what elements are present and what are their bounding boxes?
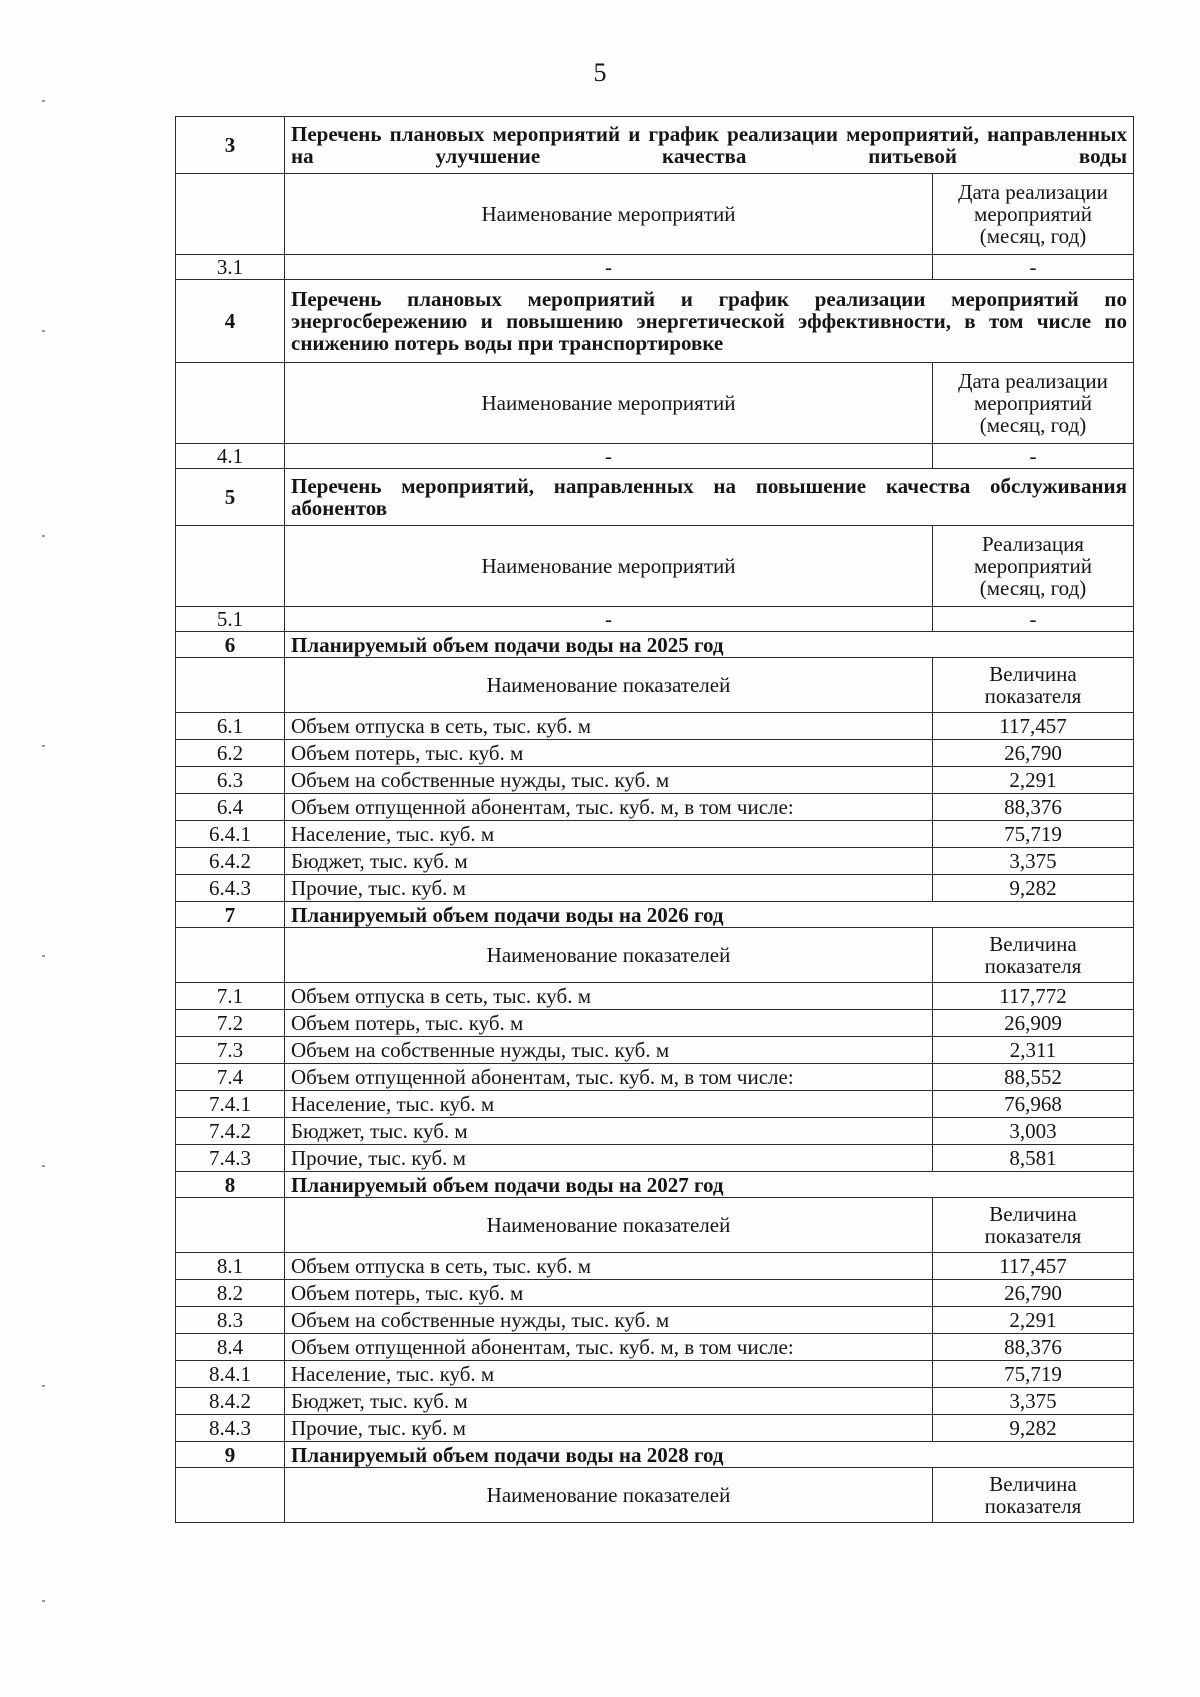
row-number: 6.4.2 [176,848,285,875]
row-name: Объем отпущенной абонентам, тыс. куб. м, в том числе: [285,1064,933,1091]
table-row [176,1307,1134,1334]
section-title: Перечень плановых мероприятий и график реализации мероприятий по энергосбережению и повышению энергетической эффективности, в том числе по снижению потерь воды при транспортировке [285,280,1134,363]
scan-margin-mark [42,1600,45,1602]
scan-margin-mark [42,955,45,957]
row-number: 5.1 [176,607,285,632]
column-header-row [176,1468,1134,1523]
scan-margin-mark [42,745,45,747]
section-row-8 [176,1172,1134,1198]
table-row [176,444,1134,469]
row-name: Объем на собственные нужды, тыс. куб. м [285,1037,933,1064]
table-row [176,983,1134,1010]
section-title: Перечень мероприятий, направленных на повышение качества обслуживания абонентов [285,469,1134,526]
row-value: - [933,607,1134,632]
scan-margin-mark [42,330,45,332]
header-name: Наименование мероприятий [285,363,933,444]
table-row [176,1010,1134,1037]
row-name: - [285,607,933,632]
row-value: 2,291 [933,767,1134,794]
row-value: 9,282 [933,1415,1134,1442]
scan-margin-mark [42,1385,45,1387]
header-empty-cell [176,658,285,713]
section-row-6 [176,632,1134,658]
row-value: 117,457 [933,713,1134,740]
header-name: Наименование показателей [285,928,933,983]
section-title: Планируемый объем подачи воды на 2026 год [285,902,1134,928]
section-row-9 [176,1442,1134,1468]
header-value: Величина показателя [933,1468,1134,1523]
row-name: Объем отпущенной абонентам, тыс. куб. м, в том числе: [285,794,933,821]
table-row [176,875,1134,902]
row-name: Население, тыс. куб. м [285,1091,933,1118]
scan-margin-mark [42,100,45,102]
row-number: 8.4.1 [176,1361,285,1388]
row-number: 6.3 [176,767,285,794]
section-number: 4 [176,280,285,363]
row-number: 7.4.3 [176,1145,285,1172]
header-empty-cell [176,1468,285,1523]
row-value: 76,968 [933,1091,1134,1118]
row-value: 2,291 [933,1307,1134,1334]
row-number: 3.1 [176,255,285,280]
row-number: 4.1 [176,444,285,469]
page-number: 5 [593,58,607,87]
table-row [176,1253,1134,1280]
row-name: Объем отпуска в сеть, тыс. куб. м [285,983,933,1010]
row-number: 8.1 [176,1253,285,1280]
row-name: Объем потерь, тыс. куб. м [285,1280,933,1307]
table-row [176,767,1134,794]
table-row [176,1415,1134,1442]
row-number: 6.1 [176,713,285,740]
table-row [176,1334,1134,1361]
row-value: 3,375 [933,848,1134,875]
row-value: 26,790 [933,740,1134,767]
section-title: Планируемый объем подачи воды на 2025 год [285,632,1134,658]
row-number: 8.4 [176,1334,285,1361]
row-name: Объем на собственные нужды, тыс. куб. м [285,1307,933,1334]
row-value: 88,376 [933,794,1134,821]
row-name: Объем отпуска в сеть, тыс. куб. м [285,1253,933,1280]
table-row [176,1280,1134,1307]
table-row [176,740,1134,767]
row-name: Бюджет, тыс. куб. м [285,1118,933,1145]
row-number: 6.4 [176,794,285,821]
row-number: 7.1 [176,983,285,1010]
table-row [176,713,1134,740]
row-value: 26,790 [933,1280,1134,1307]
row-value: 3,375 [933,1388,1134,1415]
row-name: - [285,444,933,469]
header-name: Наименование показателей [285,658,933,713]
table-row [176,1064,1134,1091]
table-row [176,607,1134,632]
row-number: 7.3 [176,1037,285,1064]
row-name: Объем на собственные нужды, тыс. куб. м [285,767,933,794]
row-value: 117,772 [933,983,1134,1010]
row-number: 6.4.3 [176,875,285,902]
row-value: 88,376 [933,1334,1134,1361]
row-value: 88,552 [933,1064,1134,1091]
plan-table [175,116,1134,1523]
row-value: 117,457 [933,1253,1134,1280]
header-empty-cell [176,363,285,444]
row-value: - [933,444,1134,469]
section-row-3 [176,117,1134,174]
row-name: Объем отпуска в сеть, тыс. куб. м [285,713,933,740]
table-row [176,1361,1134,1388]
section-number: 9 [176,1442,285,1468]
row-value: 9,282 [933,875,1134,902]
row-value: 75,719 [933,1361,1134,1388]
section-number: 6 [176,632,285,658]
header-empty-cell [176,174,285,255]
row-number: 6.2 [176,740,285,767]
header-value: Дата реализации мероприятий (месяц, год) [933,363,1134,444]
table-row [176,1091,1134,1118]
section-row-7 [176,902,1134,928]
row-name: Объем потерь, тыс. куб. м [285,1010,933,1037]
section-number: 3 [176,117,285,174]
section-row-5 [176,469,1134,526]
table-row [176,255,1134,280]
header-value: Дата реализации мероприятий (месяц, год) [933,174,1134,255]
row-name: - [285,255,933,280]
table-row [176,794,1134,821]
row-name: Население, тыс. куб. м [285,1361,933,1388]
row-name: Бюджет, тыс. куб. м [285,1388,933,1415]
row-value: 26,909 [933,1010,1134,1037]
column-header-row [176,1198,1134,1253]
header-empty-cell [176,1198,285,1253]
row-name: Бюджет, тыс. куб. м [285,848,933,875]
section-title: Перечень плановых мероприятий и график реализации мероприятий, направленных на улучшение качества питьевой воды [285,117,1134,174]
row-number: 7.4 [176,1064,285,1091]
row-name: Объем потерь, тыс. куб. м [285,740,933,767]
header-value: Величина показателя [933,658,1134,713]
scan-margin-mark [42,1165,45,1167]
row-number: 8.3 [176,1307,285,1334]
row-number: 7.2 [176,1010,285,1037]
column-header-row [176,174,1134,255]
row-value: 75,719 [933,821,1134,848]
table-row [176,821,1134,848]
section-title: Планируемый объем подачи воды на 2027 год [285,1172,1134,1198]
table-row [176,1388,1134,1415]
row-number: 7.4.2 [176,1118,285,1145]
row-value: - [933,255,1134,280]
row-name: Прочие, тыс. куб. м [285,1415,933,1442]
row-number: 7.4.1 [176,1091,285,1118]
header-empty-cell [176,526,285,607]
column-header-row [176,928,1134,983]
table-row [176,848,1134,875]
row-number: 6.4.1 [176,821,285,848]
column-header-row [176,658,1134,713]
column-header-row [176,526,1134,607]
section-number: 8 [176,1172,285,1198]
header-value: Величина показателя [933,1198,1134,1253]
section-title: Планируемый объем подачи воды на 2028 год [285,1442,1134,1468]
header-empty-cell [176,928,285,983]
header-name: Наименование показателей [285,1198,933,1253]
scan-margin-mark [42,535,45,537]
table-row [176,1037,1134,1064]
section-row-4 [176,280,1134,363]
column-header-row [176,363,1134,444]
row-name: Прочие, тыс. куб. м [285,875,933,902]
header-name: Наименование мероприятий [285,174,933,255]
row-name: Население, тыс. куб. м [285,821,933,848]
header-value: Реализация мероприятий (месяц, год) [933,526,1134,607]
row-number: 8.4.2 [176,1388,285,1415]
table-row [176,1118,1134,1145]
row-number: 8.2 [176,1280,285,1307]
row-value: 2,311 [933,1037,1134,1064]
row-value: 8,581 [933,1145,1134,1172]
section-number: 7 [176,902,285,928]
row-number: 8.4.3 [176,1415,285,1442]
section-number: 5 [176,469,285,526]
row-name: Прочие, тыс. куб. м [285,1145,933,1172]
row-value: 3,003 [933,1118,1134,1145]
row-name: Объем отпущенной абонентам, тыс. куб. м, в том числе: [285,1334,933,1361]
header-name: Наименование показателей [285,1468,933,1523]
table-row [176,1145,1134,1172]
header-value: Величина показателя [933,928,1134,983]
header-name: Наименование мероприятий [285,526,933,607]
